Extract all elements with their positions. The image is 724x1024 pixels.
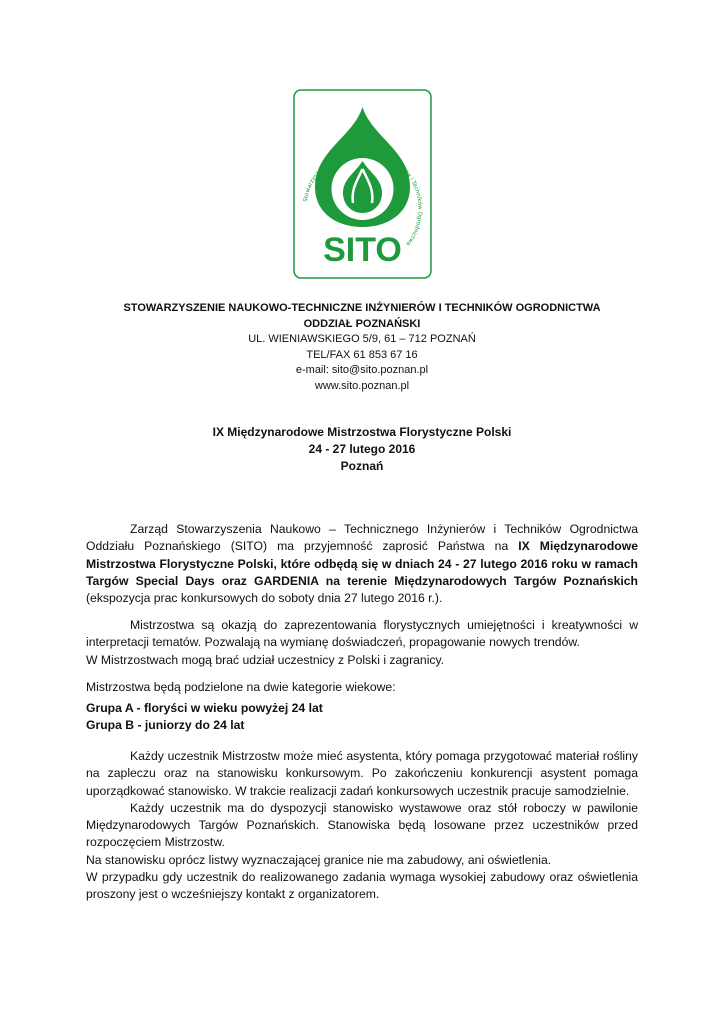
org-website: www.sito.poznan.pl [314, 379, 410, 392]
org-name: STOWARZYSZENIE NAUKOWO-TECHNICZNE INŻYNIERÓW I TECHNIKÓW OGRODNICTWA [123, 302, 601, 314]
event-title [86, 424, 638, 475]
intro-text-a: Zarząd Stowarzyszenia Naukowo – Technicznego Inżynierów i Techników Ogrodnictwa Oddziału Poznańskiego (SITO) ma przyjemność zaprosić Państwa na [86, 522, 638, 554]
org-phone: TEL/FAX 61 853 67 16 [306, 348, 418, 361]
group-b: Grupa B - juniorzy do 24 lat [86, 718, 245, 733]
rules-block [86, 748, 638, 904]
event-dates: 24 - 27 lutego 2016 [308, 442, 416, 456]
organization-header [86, 301, 638, 394]
org-branch: ODDZIAŁ POZNAŃSKI [303, 317, 421, 330]
purpose-block [86, 617, 638, 669]
intro-paragraph [86, 521, 638, 607]
logo-wordmark: SITO [323, 231, 402, 269]
intro-paragraph-block [86, 521, 638, 607]
contact-paragraph: W przypadku gdy uczestnik do realizowanego zadania wymaga wysokiej zabudowy oraz oświetlenia proszony jest o wcześniejszy kontakt z organizatorem. [86, 870, 638, 902]
stand-paragraph: Każdy uczestnik ma do dyspozycji stanowisko wystawowe oraz stół roboczy w pawilonie Międzynarodowych Targów Poznańskich. Stanowiska będą losowane przez uczestników przed rozpoczęciem Mistrzostw. [86, 800, 638, 850]
logo-ring-text: Stowarzyszenie Naukowo-Techniczne Inżynierów i Techników Ogrodnictwa [302, 148, 423, 247]
event-title-line1: IX Międzynarodowe Mistrzostwa Florystyczne Polski [212, 425, 512, 439]
intro-text-bold: IX Międzynarodowe Mistrzostwa Florystyczne Polski, które odbędą się w dniach 24 - 27 lutego 2016 roku w ramach Targów Special Days oraz GARDENIA na terenie Międzynarodowych Targów Poznańskich [86, 539, 638, 588]
group-a: Grupa A - floryści w wieku powyżej 24 lat [86, 701, 323, 715]
groups-block [86, 700, 638, 735]
event-city: Poznań [340, 459, 384, 473]
categories-intro: Mistrzostwa będą podzielone na dwie kategorie wiekowe: [86, 680, 396, 694]
purpose-paragraph: Mistrzostwa są okazją do zaprezentowania florystycznych umiejętności i kreatywności w interpretacji tematów. Pozwalają na wymianę doświadczeń, propagowanie nowych trendów. [86, 618, 638, 650]
categories-intro-block [86, 679, 638, 696]
participants-paragraph: W Mistrzostwach mogą brać udział uczestnicy z Polski i zagranicy. [86, 652, 445, 667]
stand-equipment-paragraph: Na stanowisku oprócz listwy wyznaczającej granice nie ma zabudowy, ani oświetlenia. [86, 852, 552, 867]
org-email: e-mail: sito@sito.poznan.pl [295, 364, 429, 376]
org-address: UL. WIENIAWSKIEGO 5/9, 61 – 712 POZNAŃ [248, 333, 476, 345]
sito-logo-graphic [293, 89, 432, 279]
assistant-paragraph: Każdy uczestnik Mistrzostw może mieć asystenta, który pomaga przygotować materiał rośliny na zapleczu oraz na stanowisku konkursowym. Po zakończeniu konkurencji asystent pomaga uporządkować stanowisko. W trakcie realizacji zadań konkursowych uczestnik pracuje samodzielnie. [86, 749, 638, 798]
intro-text-c: (ekspozycja prac konkursowych do soboty dnia 27 lutego 2016 r.). [86, 591, 443, 606]
sito-logo [293, 89, 432, 279]
